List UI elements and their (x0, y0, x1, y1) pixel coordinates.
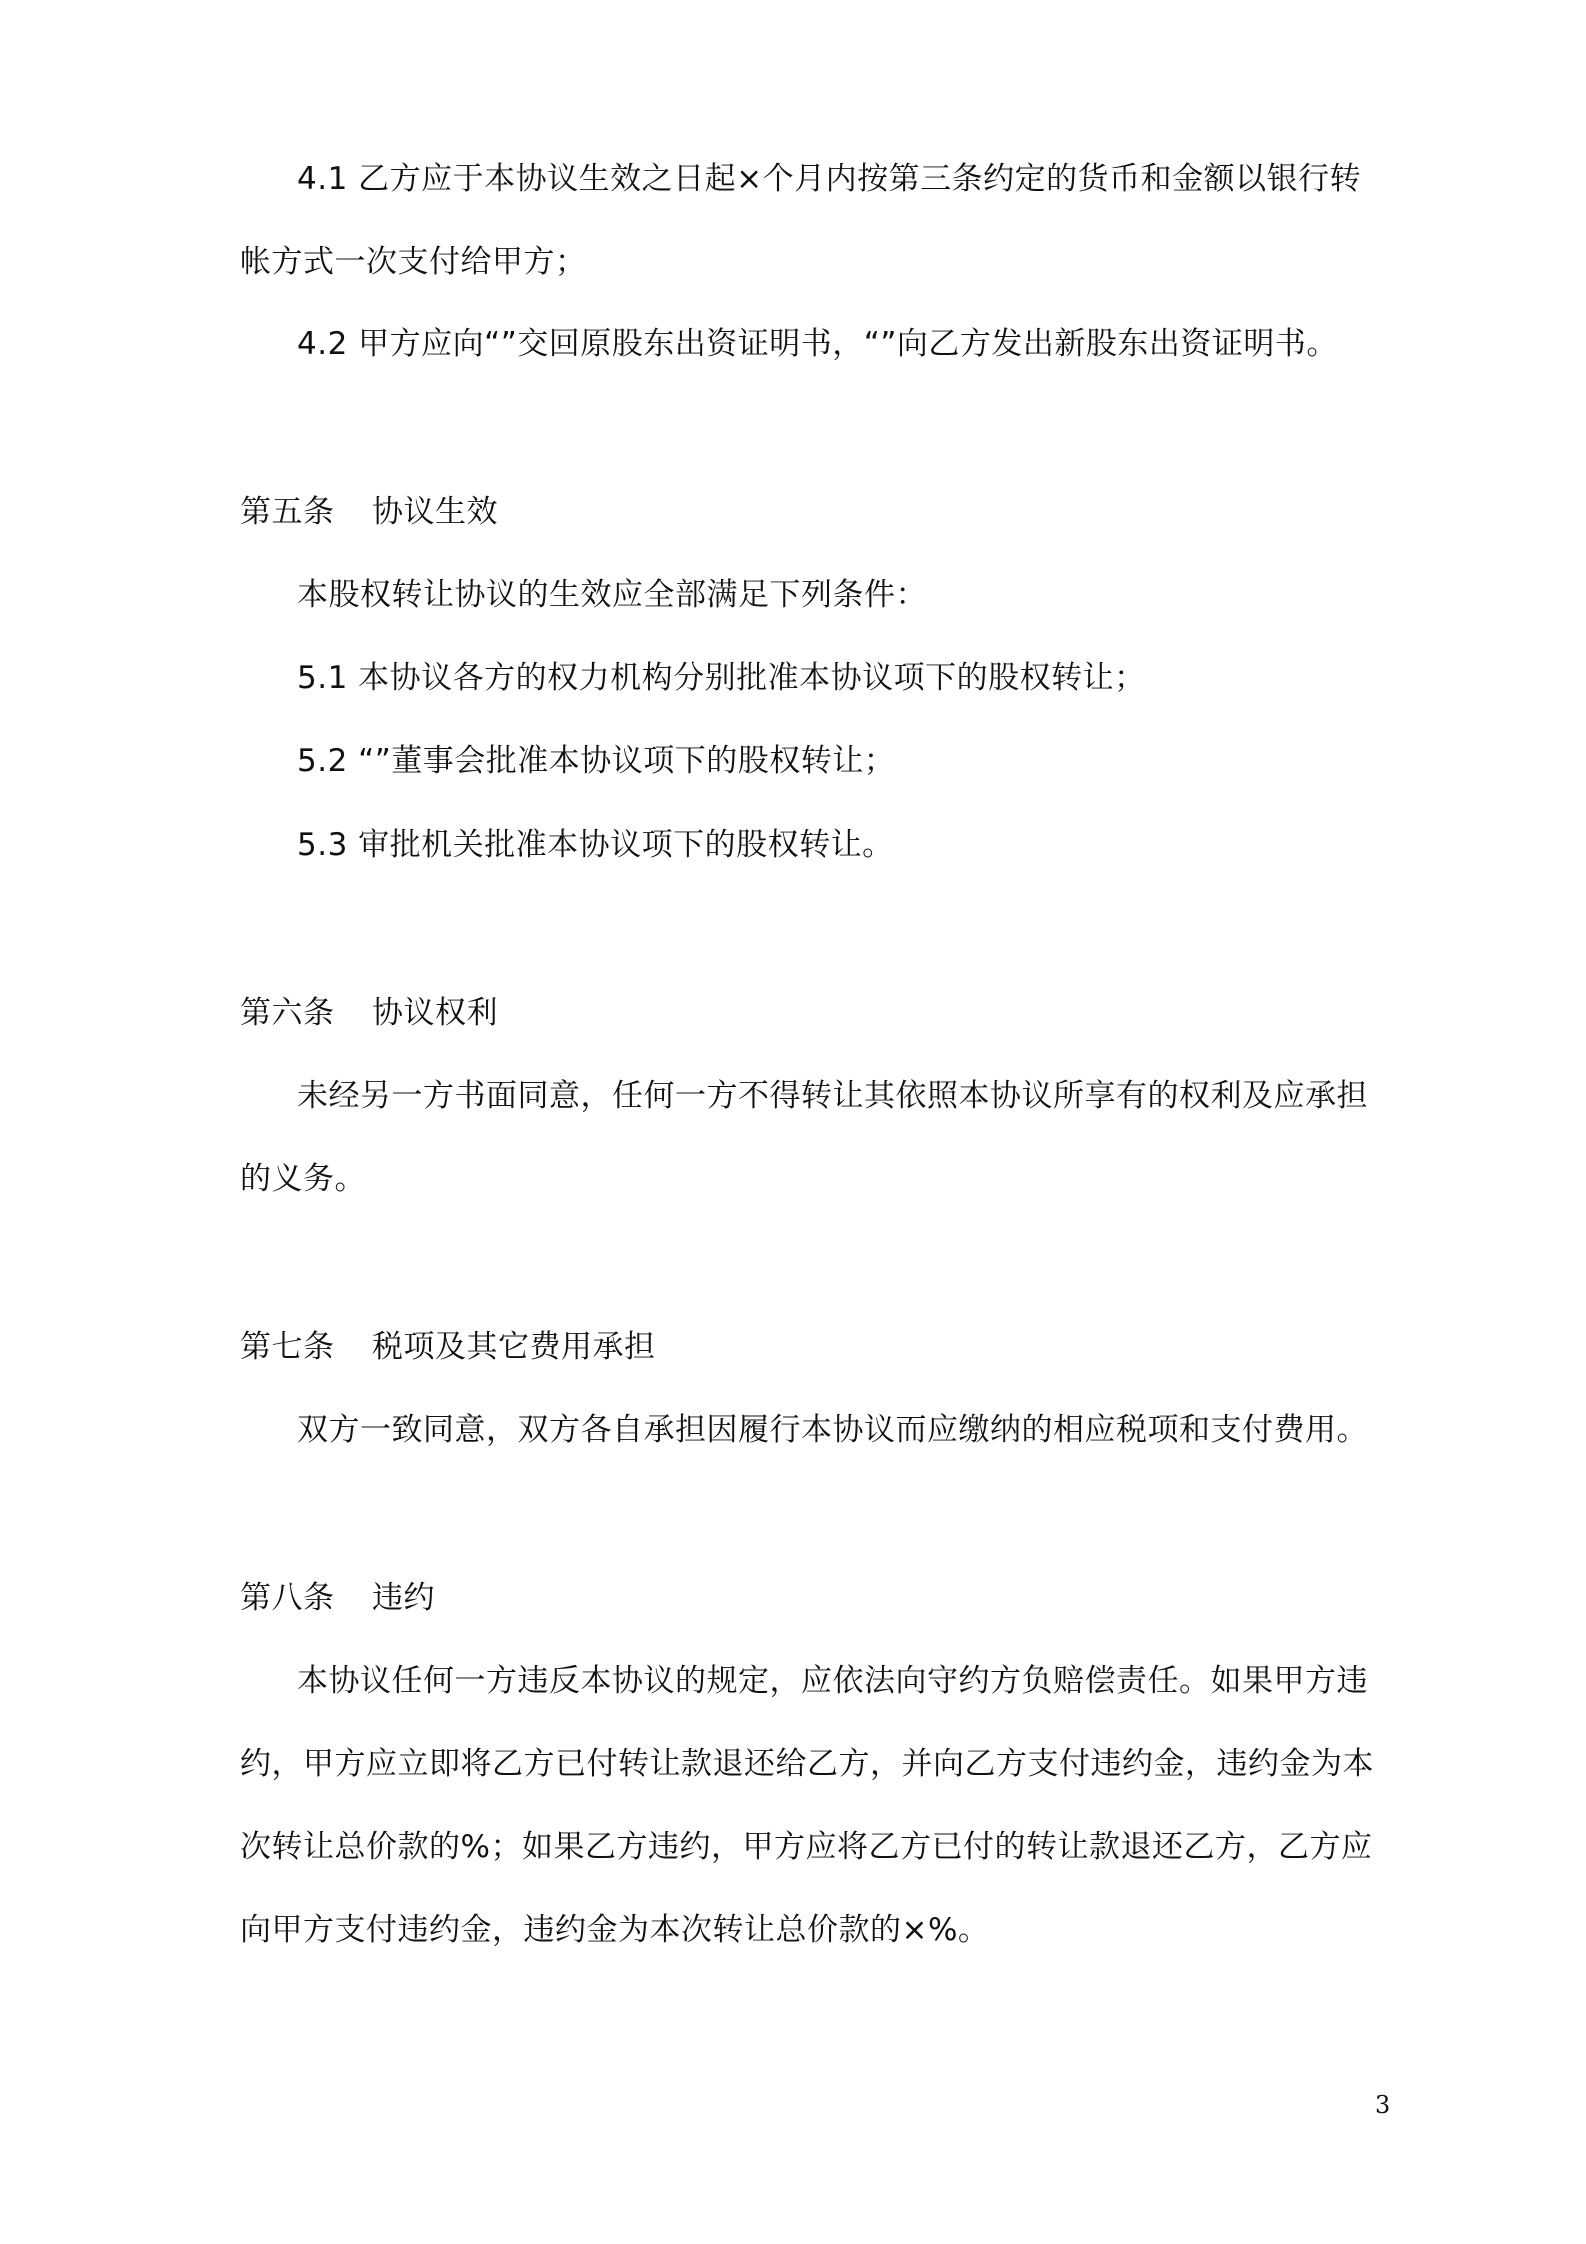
clause-8-title: 违约 (372, 1580, 435, 1616)
clause-4-1-line-2: 帐方式一次支付给甲方； (240, 244, 587, 280)
clause-7-line-1: 双方一致同意，双方各自承担因履行本协议而应缴纳的相应税项和支付费用。 (297, 1412, 1368, 1448)
clause-4-1-line-1: 4.1 乙方应于本协议生效之日起×个月内按第三条约定的货币和金额以银行转 (297, 161, 1362, 197)
clause-8-line-4: 向甲方支付违约金，违约金为本次转让总价款的×%。 (240, 1912, 990, 1948)
page-number: 3 (1375, 2091, 1391, 2119)
clause-6-title: 协议权利 (372, 995, 498, 1031)
clause-5-3: 5.3 审批机关批准本协议项下的股权转让。 (297, 827, 894, 863)
clause-7-heading (240, 1325, 656, 1369)
clause-8-line-1: 本协议任何一方违反本协议的规定，应依法向守约方负赔偿责任。如果甲方违 (297, 1663, 1368, 1699)
clause-8-number: 第八条 (240, 1580, 335, 1616)
clause-6-heading (240, 991, 498, 1035)
clause-6-line-2: 的义务。 (240, 1161, 366, 1197)
clause-7-title: 税项及其它费用承担 (372, 1329, 656, 1365)
clause-8-heading (240, 1576, 435, 1620)
clause-4-2: 4.2 甲方应向“”交回原股东出资证明书，“”向乙方发出新股东出资证明书。 (297, 326, 1338, 362)
clause-5-title: 协议生效 (372, 494, 498, 530)
clause-8-line-3: 次转让总价款的%；如果乙方违约，甲方应将乙方已付的转让款退还乙方，乙方应 (240, 1829, 1373, 1865)
clause-5-1: 5.1 本协议各方的权力机构分别批准本协议项下的股权转让； (297, 660, 1146, 696)
clause-7-number: 第七条 (240, 1329, 335, 1365)
clause-5-intro: 本股权转让协议的生效应全部满足下列条件： (297, 577, 927, 613)
clause-5-number: 第五条 (240, 494, 335, 530)
clause-5-heading (240, 490, 498, 534)
clause-6-line-1: 未经另一方书面同意，任何一方不得转让其依照本协议所享有的权利及应承担 (297, 1078, 1368, 1114)
clause-8-line-2: 约，甲方应立即将乙方已付转让款退还给乙方，并向乙方支付违约金，违约金为本 (240, 1746, 1374, 1782)
clause-5-2: 5.2 “”董事会批准本协议项下的股权转让； (297, 743, 896, 779)
clause-6-number: 第六条 (240, 995, 335, 1031)
